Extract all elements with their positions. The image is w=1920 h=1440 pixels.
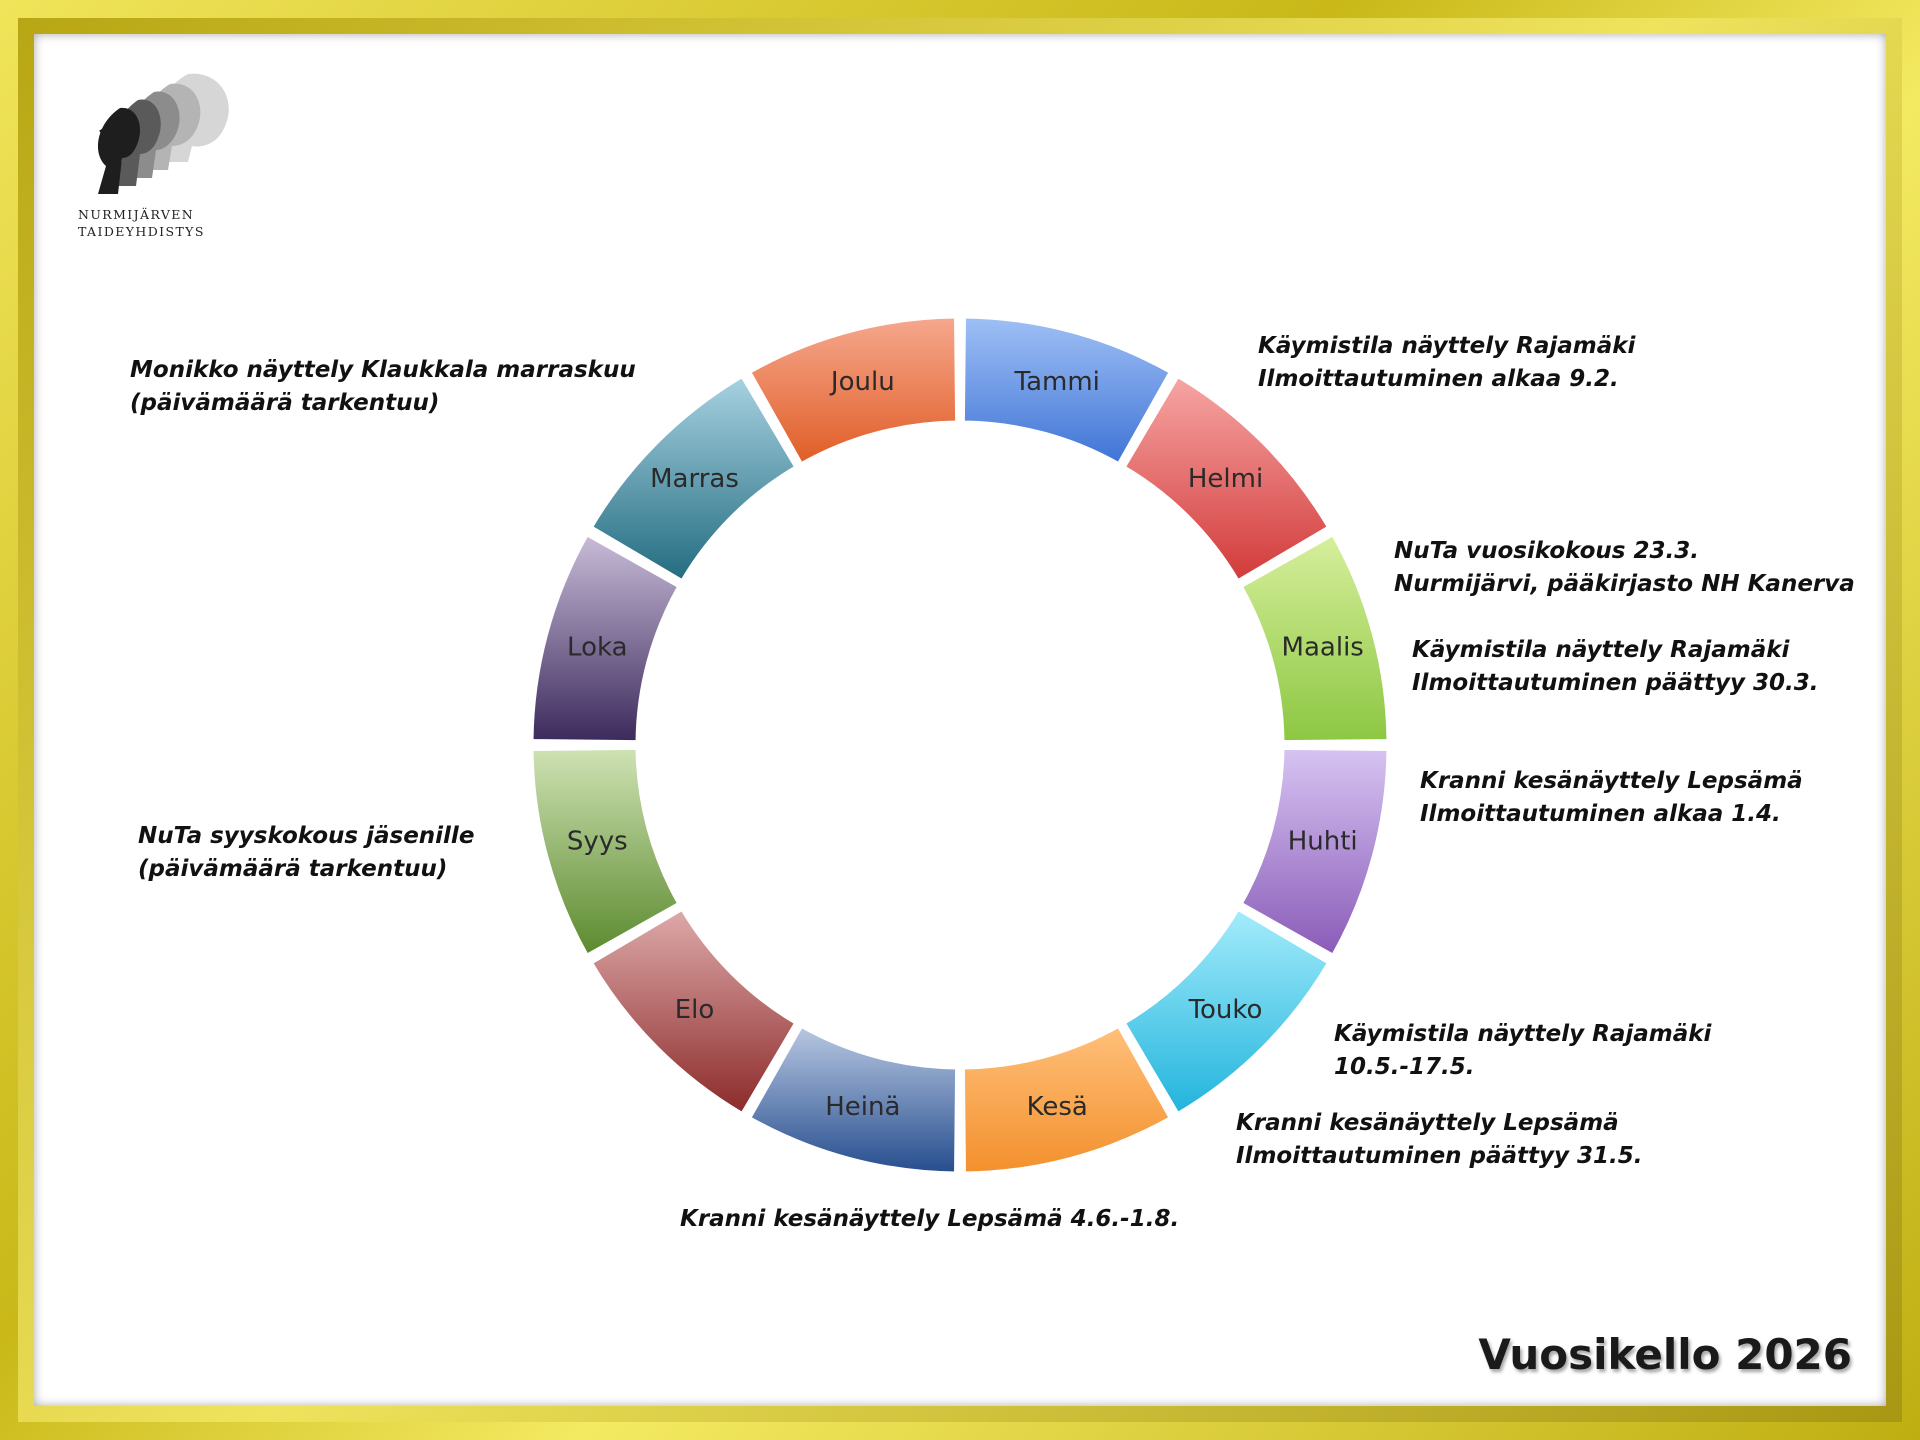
note-touko xyxy=(1334,1018,1711,1084)
note-line: Ilmoittautuminen alkaa 9.2. xyxy=(1258,366,1619,392)
logo-name-line2: TAIDEYHDISTYS xyxy=(78,224,205,239)
note-syys xyxy=(138,820,474,886)
month-label: Elo xyxy=(674,995,715,1026)
profiles-logo-icon xyxy=(70,62,230,202)
note-huhti xyxy=(1420,765,1803,831)
note-maalis-vuosikokous xyxy=(1394,535,1855,601)
note-maalis-kaymistila xyxy=(1412,634,1819,700)
month-label: Loka xyxy=(567,632,628,663)
note-line: Käymistila näyttely Rajamäki xyxy=(1334,1021,1712,1047)
note-line: Ilmoittautuminen alkaa 1.4. xyxy=(1420,801,1781,827)
note-heina xyxy=(680,1203,1179,1236)
month-label: Heinä xyxy=(825,1092,901,1123)
month-label: Tammi xyxy=(1014,366,1100,397)
month-label: Joulu xyxy=(830,366,895,397)
organization-logo xyxy=(70,62,230,242)
month-label: Kesä xyxy=(1026,1092,1088,1123)
page-title: Vuosikello 2026 xyxy=(1478,1330,1852,1379)
month-label: Maalis xyxy=(1281,632,1364,663)
note-line: (päivämäärä tarkentuu) xyxy=(138,856,448,882)
month-label: Marras xyxy=(650,463,739,494)
note-line: Monikko näyttely Klaukkala marraskuu xyxy=(130,357,636,383)
month-label: Huhti xyxy=(1287,826,1358,857)
month-label: Touko xyxy=(1188,995,1263,1026)
note-line: 10.5.-17.5. xyxy=(1334,1054,1475,1080)
note-line: Käymistila näyttely Rajamäki xyxy=(1258,333,1636,359)
note-line: Käymistila näyttely Rajamäki xyxy=(1412,637,1790,663)
note-line: Kranni kesänäyttely Lepsämä xyxy=(1236,1110,1619,1136)
month-label: Helmi xyxy=(1187,463,1264,494)
note-kesa xyxy=(1236,1107,1643,1173)
note-marras xyxy=(130,354,636,420)
note-line: NuTa syyskokous jäsenille xyxy=(138,823,475,849)
logo-name-line1: NURMIJÄRVEN xyxy=(78,207,195,222)
note-line: Ilmoittautuminen päättyy 30.3. xyxy=(1412,670,1819,696)
note-line: Kranni kesänäyttely Lepsämä xyxy=(1420,768,1803,794)
note-line: NuTa vuosikokous 23.3. xyxy=(1394,538,1699,564)
note-line: (päivämäärä tarkentuu) xyxy=(130,390,440,416)
note-line: Kranni kesänäyttely Lepsämä 4.6.-1.8. xyxy=(680,1206,1180,1232)
month-label: Syys xyxy=(566,826,628,857)
year-wheel xyxy=(520,305,1400,1185)
note-line: Ilmoittautuminen päättyy 31.5. xyxy=(1236,1143,1643,1169)
note-line: Nurmijärvi, pääkirjasto NH Kanerva xyxy=(1394,571,1855,597)
note-tammi xyxy=(1258,330,1635,396)
